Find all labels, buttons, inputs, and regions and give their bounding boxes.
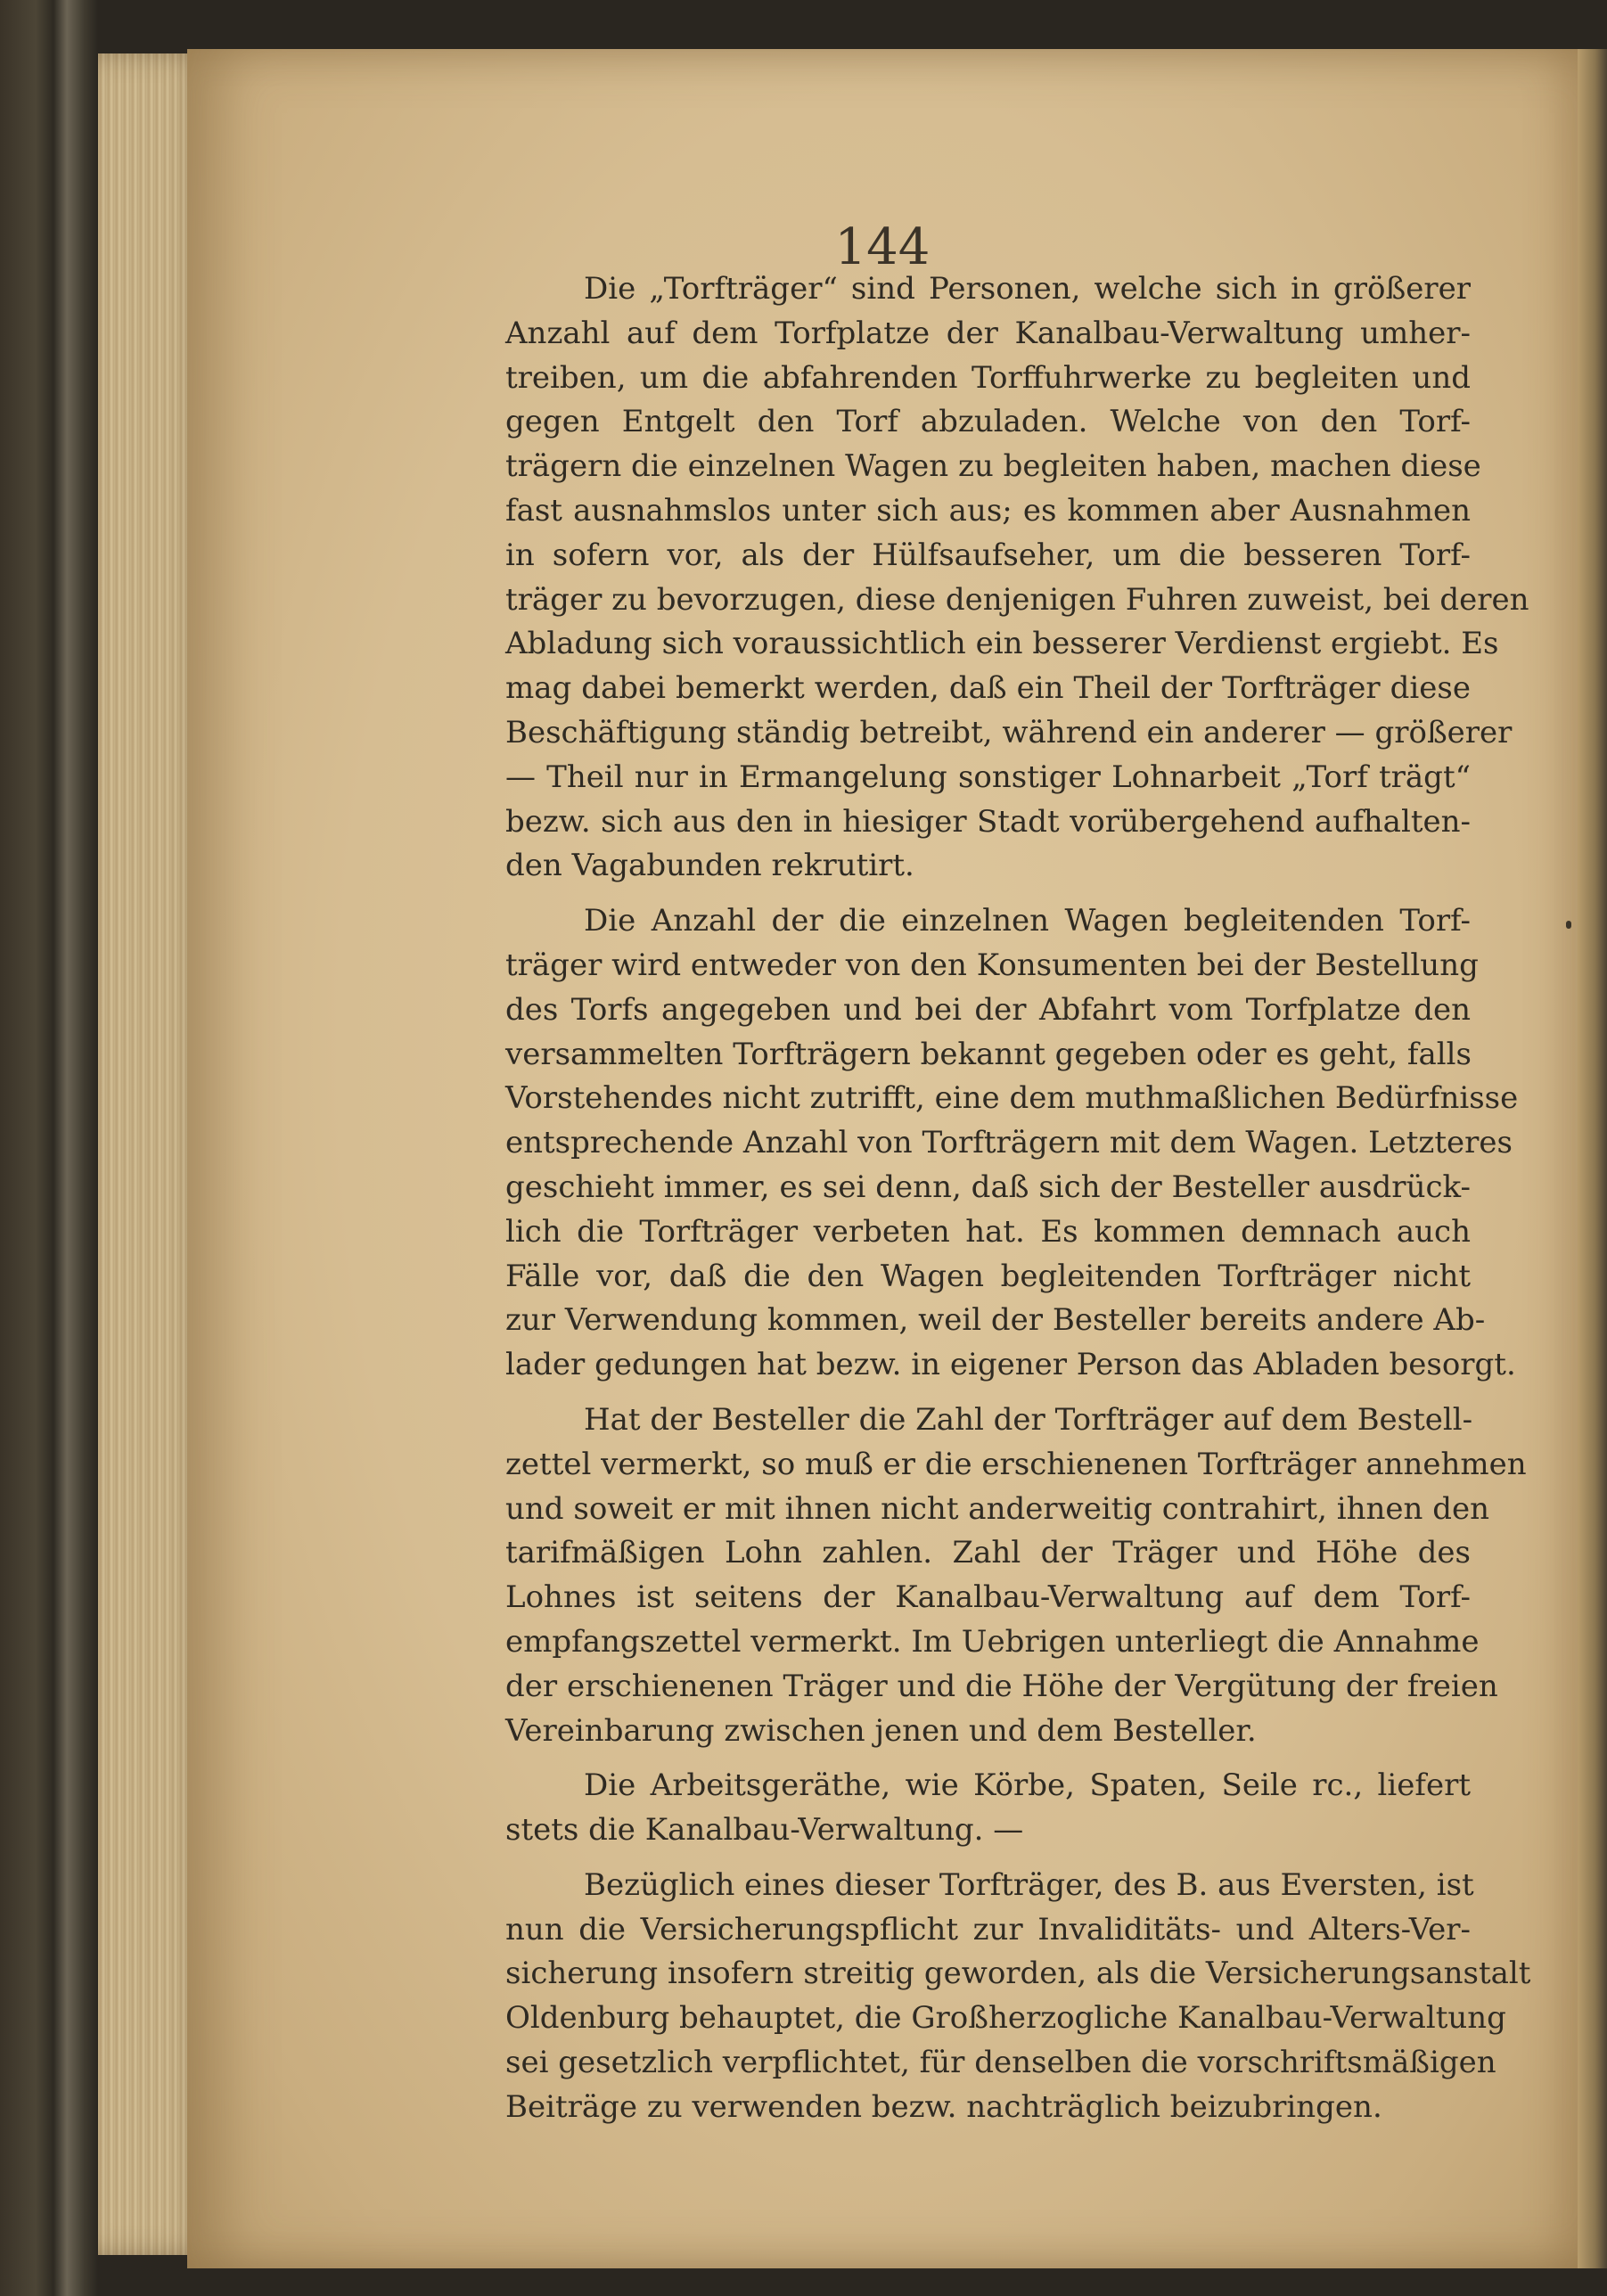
text-line: mag dabei bemerkt werden, daß ein Theil der Torfträger diese [505, 670, 1471, 707]
text-line: lader gedungen hat bezw. in eigener Person das Abladen besorgt. [505, 1347, 1516, 1383]
text-line: Die Arbeitsgeräthe, wie Körbe, Spaten, Seile rc., liefert [584, 1767, 1471, 1804]
text-line: Anzahl auf dem Torfplatze der Kanalbau-Verwaltung umher- [505, 315, 1471, 351]
text-line: in sofern vor, als der Hülfsaufseher, um die besseren Torf- [505, 537, 1471, 573]
text-line: — Theil nur in Ermangelung sonstiger Lohnarbeit „Torf trägt“ [505, 758, 1471, 795]
text-line: fast ausnahmslos unter sich aus; es kommen aber Ausnahmen [505, 492, 1471, 529]
text-line: lich die Torfträger verbeten hat. Es kommen demnach auch [505, 1213, 1471, 1250]
paragraph-3 [505, 1398, 1527, 1753]
text-line: zettel vermerkt, so muß er die erschienenen Torfträger annehmen [505, 1446, 1527, 1482]
text-line: treiben, um die abfahrenden Torffuhrwerke zu begleiten und [505, 359, 1471, 396]
text-line: träger zu bevorzugen, diese denjenigen Fuhren zuweist, bei deren [505, 581, 1529, 618]
text-line: empfangszettel vermerkt. Im Uebrigen unterliegt die Annahme [505, 1623, 1480, 1660]
text-line: der erschienenen Träger und die Höhe der Vergütung der freien [505, 1668, 1498, 1704]
text-line: Die „Torfträger“ sind Personen, welche sich in größerer [584, 271, 1471, 307]
text-line: trägern die einzelnen Wagen zu begleiten haben, machen diese [505, 448, 1481, 485]
text-line: versammelten Torfträgern bekannt gegeben oder es geht, falls [505, 1036, 1472, 1072]
text-line: sei gesetzlich verpflichtet, für denselben die vorschriftsmäßigen [505, 2045, 1496, 2081]
page-number: 144 [834, 218, 931, 276]
text-line: tarifmäßigen Lohn zahlen. Zahl der Träger und Höhe des [505, 1535, 1471, 1571]
text-line: entsprechende Anzahl von Torfträgern mit dem Wagen. Letzteres [505, 1125, 1513, 1161]
ink-speck [1566, 921, 1571, 929]
text-line: stets die Kanalbau-Verwaltung. — [505, 1812, 1024, 1849]
paragraph-2 [505, 899, 1519, 1388]
body-text [505, 267, 1531, 2130]
text-line: zur Verwendung kommen, weil der Besteller bereits andere Ab- [505, 1302, 1486, 1339]
text-line: träger wird entweder von den Konsumenten bei der Bestellung [505, 947, 1479, 983]
text-line: und soweit er mit ihnen nicht anderweitig contrahirt, ihnen den [505, 1490, 1489, 1527]
text-line: Oldenburg behauptet, die Großherzogliche Kanalbau-Verwaltung [505, 2000, 1506, 2037]
page-right-edge [1578, 49, 1607, 2268]
text-line: Abladung sich voraussichtlich ein besserer Verdienst ergiebt. Es [505, 626, 1499, 662]
text-line: Beschäftigung ständig betreibt, während ein anderer — größerer [505, 714, 1513, 750]
text-line: den Vagabunden rekrutirt. [505, 848, 914, 884]
text-line: Beiträge zu verwenden bezw. nachträglich beizubringen. [505, 2088, 1382, 2125]
paragraph-5 [505, 1864, 1531, 2130]
text-line: des Torfs angegeben und bei der Abfahrt vom Torfplatze den [505, 991, 1471, 1028]
text-line: Hat der Besteller die Zahl der Torfträger auf dem Bestell- [584, 1401, 1473, 1438]
paragraph-4 [505, 1764, 1471, 1853]
text-line: geschieht immer, es sei denn, daß sich der Besteller ausdrück- [505, 1168, 1471, 1205]
text-line: nun die Versicherungspflicht zur Invaliditäts- und Alters-Ver- [505, 1911, 1471, 1948]
text-line: Bezüglich eines dieser Torfträger, des B. aus Eversten, ist [584, 1866, 1474, 1903]
paragraph-1 [505, 267, 1529, 889]
text-line: Lohnes ist seitens der Kanalbau-Verwaltung auf dem Torf- [505, 1579, 1471, 1616]
text-line: Die Anzahl der die einzelnen Wagen begleitenden Torf- [584, 903, 1471, 939]
text-line: Vereinbarung zwischen jenen und dem Besteller. [505, 1712, 1257, 1749]
text-line: sicherung insofern streitig geworden, als die Versicherungsanstalt [505, 1956, 1531, 1992]
text-line: Vorstehendes nicht zutrifft, eine dem muthmaßlichen Bedürfnisse [505, 1080, 1519, 1117]
text-line: Fälle vor, daß die den Wagen begleitenden Torfträger nicht [505, 1258, 1471, 1294]
text-line: gegen Entgelt den Torf abzuladen. Welche von den Torf- [505, 404, 1471, 440]
text-line: bezw. sich aus den in hiesiger Stadt vorübergehend aufhalten- [505, 803, 1471, 840]
